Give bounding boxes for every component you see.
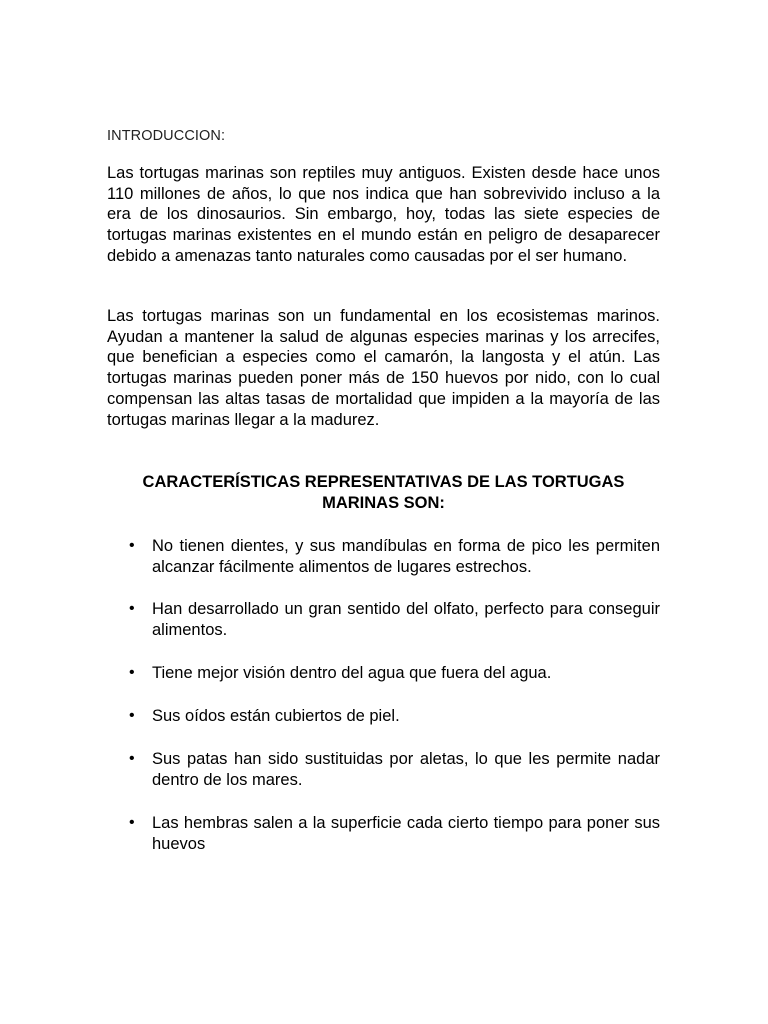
list-item-text: No tienen dientes, y sus mandíbulas en forma de pico les permiten alcanzar fácilmente alimentos de lugares estrechos. [152, 537, 660, 576]
bullet-icon: • [129, 600, 135, 617]
page-content [107, 0, 660, 1024]
section-title-line-2: MARINAS SON: [322, 494, 445, 512]
section-title-line-1: CARACTERÍSTICAS REPRESENTATIVAS DE LAS TORTUGAS [142, 473, 625, 491]
list-item-text: Las hembras salen a la superficie cada cierto tiempo para poner sus huevos [152, 814, 660, 853]
list-item-text: Sus oídos están cubiertos de piel. [152, 707, 400, 725]
bullet-icon: • [129, 537, 135, 554]
bullet-icon: • [129, 750, 135, 767]
list-item-text: Han desarrollado un gran sentido del olfato, perfecto para conseguir alimentos. [152, 600, 660, 639]
list-item-text: Tiene mejor visión dentro del agua que fuera del agua. [152, 664, 552, 682]
list-item-text: Sus patas han sido sustituidas por aletas, lo que les permite nadar dentro de los mares. [152, 750, 660, 789]
intro-paragraph-1: Las tortugas marinas son reptiles muy antiguos. Existen desde hace unos 110 millones de años, lo que nos indica que han sobrevivido incluso a la era de los dinosaurios. Sin embargo, hoy, todas las siete especies de tortugas marinas existentes en el mundo están en peligro de desaparecer debido a amenazas tanto naturales como causadas por el ser humano. [107, 164, 660, 265]
bullet-icon: • [129, 814, 135, 831]
intro-heading: INTRODUCCION: [107, 128, 226, 144]
intro-paragraph-2: Las tortugas marinas son un fundamental en los ecosistemas marinos. Ayudan a mantener la salud de algunas especies marinas y los arrecifes, que benefician a especies como el camarón, la langosta y el atún. Las tortugas marinas pueden poner más de 150 huevos por nido, con lo cual compensan las altas tasas de mortalidad que impiden a la mayoría de las tortugas marinas llegar a la madurez. [107, 307, 660, 429]
section-title [107, 472, 660, 514]
bullet-icon: • [129, 707, 135, 724]
bullet-icon: • [129, 664, 135, 681]
